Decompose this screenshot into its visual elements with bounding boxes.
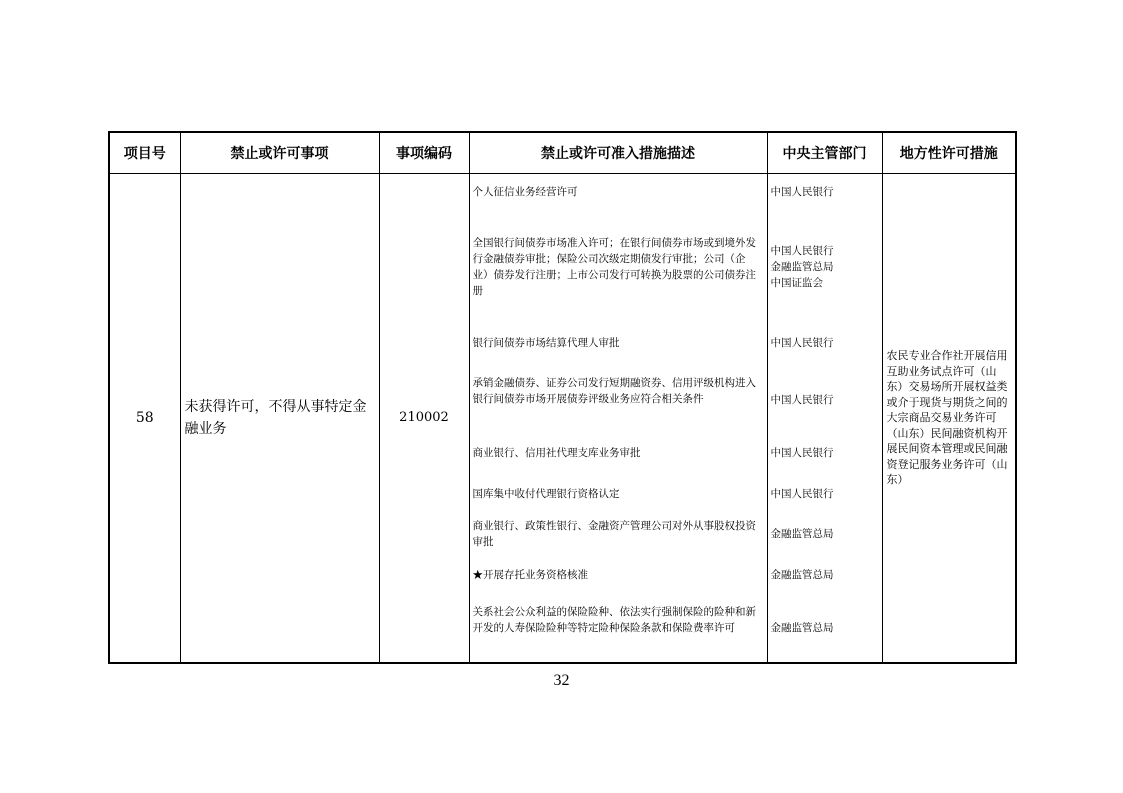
measure-8: ★开展存托业务资格核准 xyxy=(472,569,588,581)
dept-9 xyxy=(771,620,876,636)
dept-name: 中国人民银行 xyxy=(770,245,834,257)
measure-5: 商业银行、信用社代理支库业务审批 xyxy=(472,447,641,459)
measure-6: 国库集中收付代理银行资格认定 xyxy=(472,488,620,500)
local-measures-cell: 农民专业合作社开展信用互助业务试点许可（山东）交易场所开展权益类或介于现货与期货之间的大宗商品交易业务许可（山东）民间融资机构开展民间资本管理或民间融资登记服务业务许可（山东） xyxy=(882,174,1016,663)
dept-name: 中国人民银行 xyxy=(770,337,834,349)
central-department-cell xyxy=(767,174,882,663)
dept-name: 中国证监会 xyxy=(770,277,823,289)
dept-name: 金融监管总局 xyxy=(770,261,834,273)
measure-description-cell xyxy=(469,174,767,663)
dept-name: 中国人民银行 xyxy=(770,447,834,459)
dept-8 xyxy=(771,567,876,583)
dept-4 xyxy=(771,392,876,408)
dept-3 xyxy=(771,335,876,351)
dept-5 xyxy=(771,445,876,461)
header-code: 事项编码 xyxy=(379,132,469,174)
measure-7: 商业银行、政策性银行、金融资产管理公司对外从事股权投资审批 xyxy=(472,520,756,548)
dept-name: 金融监管总局 xyxy=(770,528,834,540)
row-code: 210002 xyxy=(379,174,469,663)
header-central-department: 中央主管部门 xyxy=(767,132,882,174)
measure-3: 银行间债券市场结算代理人审批 xyxy=(472,337,620,349)
dept-2 xyxy=(771,243,876,291)
measure-2: 全国银行间债券市场准入许可；在银行间债券市场或到境外发行金融债券审批；保险公司次级定期债发行审批；公司（企业）债券发行注册；上市公司发行可转换为股票的公司债券注册 xyxy=(472,237,756,297)
dept-name: 中国人民银行 xyxy=(770,186,834,198)
row-item: 未获得许可，不得从事特定金融业务 xyxy=(180,174,379,663)
dept-7 xyxy=(771,526,876,542)
row-number: 58 xyxy=(109,174,180,663)
header-measure-description: 禁止或许可准入措施描述 xyxy=(469,132,767,174)
measure-9: 关系社会公众利益的保险险种、依法实行强制保险的险种和新开发的人寿保险险种等特定险种保险条款和保险费率许可 xyxy=(472,606,756,634)
permit-table xyxy=(108,131,1017,664)
table-row xyxy=(109,174,1016,663)
dept-1 xyxy=(771,184,876,200)
dept-6 xyxy=(771,486,876,502)
dept-name: 金融监管总局 xyxy=(770,569,834,581)
header-item: 禁止或许可事项 xyxy=(180,132,379,174)
header-local-measures: 地方性许可措施 xyxy=(882,132,1016,174)
page-number: 32 xyxy=(553,672,570,689)
measure-1: 个人征信业务经营许可 xyxy=(472,186,578,198)
measure-4: 承销金融债券、证券公司发行短期融资券、信用评级机构进入银行间债券市场开展债券评级业务应符合相关条件 xyxy=(472,377,756,405)
dept-name: 中国人民银行 xyxy=(770,488,834,500)
header-row xyxy=(109,132,1016,174)
dept-name: 中国人民银行 xyxy=(770,394,834,406)
dept-name: 金融监管总局 xyxy=(770,622,834,634)
header-project-no: 项目号 xyxy=(109,132,180,174)
